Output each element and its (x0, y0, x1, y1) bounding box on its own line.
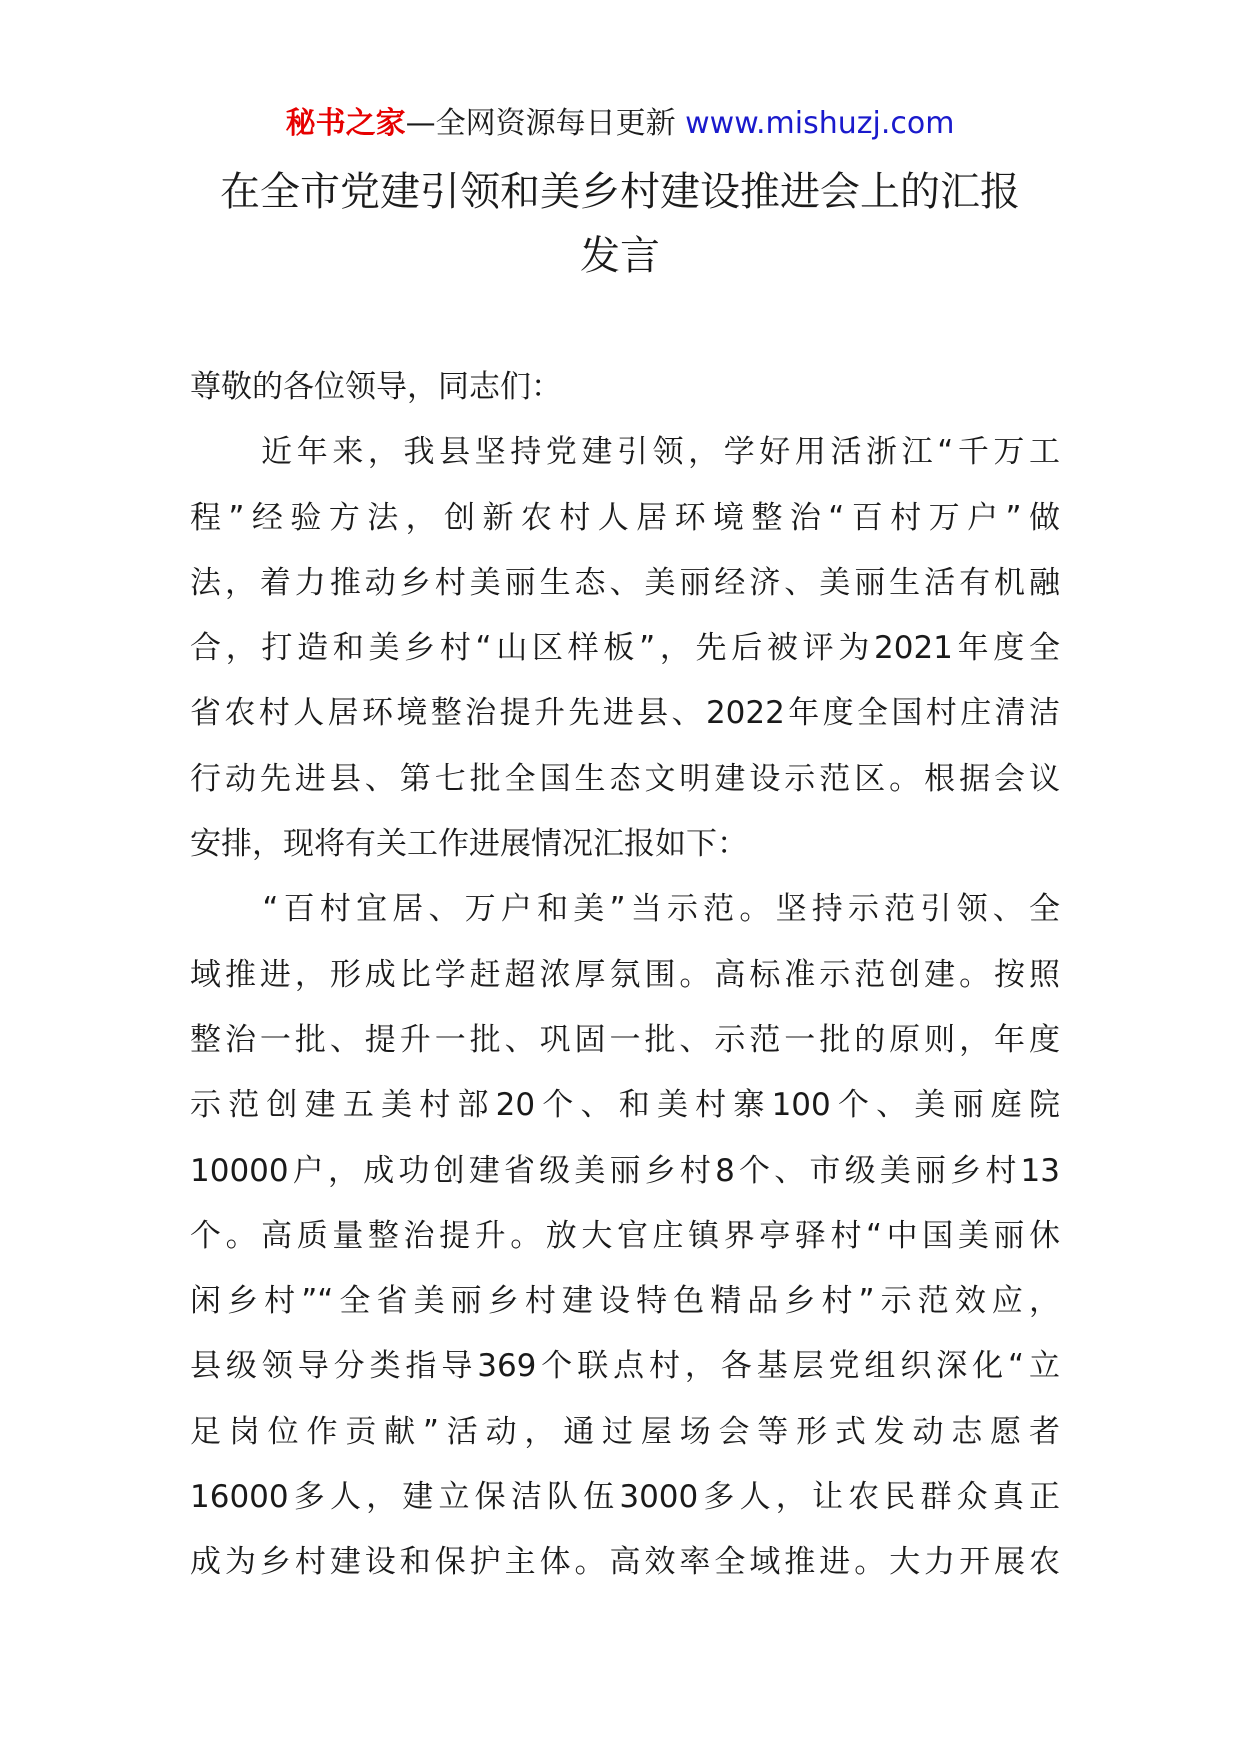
body-line: 安排，现将有关工作进展情况汇报如下： (190, 826, 748, 863)
document-body (190, 355, 1060, 1596)
body-line: 近年来，我县坚持党建引领，学好用活浙江“千万工 (190, 434, 1060, 471)
site-slogan: —全网资源每日更新 (405, 106, 686, 141)
body-line: 县级领导分类指导369个联点村，各基层党组织深化“立 (190, 1348, 1060, 1385)
body-line: 成为乡村建设和保护主体。高效率全域推进。大力开展农 (190, 1544, 1060, 1581)
title-line: 在全市党建引领和美乡村建设推进会上的汇报 (220, 169, 1020, 215)
body-line: 法，着力推动乡村美丽生态、美丽经济、美丽生活有机融 (190, 564, 1060, 601)
site-header (0, 100, 1240, 148)
body-line: 闲乡村”“全省美丽乡村建设特色精品乡村”示范效应， (190, 1283, 1060, 1320)
site-url-link[interactable]: www.mishuzj.com (685, 106, 955, 141)
body-line: 程”经验方法，创新农村人居环境整治“百村万户”做 (190, 499, 1060, 536)
body-line: 行动先进县、第七批全国生态文明建设示范区。根据会议 (190, 760, 1060, 797)
body-line: 合，打造和美乡村“山区样板”，先后被评为2021年度全 (190, 630, 1060, 667)
body-line: 省农村人居环境整治提升先进县、2022年度全国村庄清洁 (190, 695, 1060, 732)
document-title (150, 160, 1090, 288)
body-line: 整治一批、提升一批、巩固一批、示范一批的原则，年度 (190, 1021, 1060, 1058)
body-line: 足岗位作贡献”活动，通过屋场会等形式发动志愿者 (190, 1413, 1060, 1450)
body-line: “百村宜居、万户和美”当示范。坚持示范引领、全 (190, 891, 1060, 928)
body-line: 示范创建五美村部20个、和美村寨100个、美丽庭院 (190, 1087, 1060, 1124)
site-brand: 秘书之家 (285, 106, 406, 141)
body-line: 16000多人，建立保洁队伍3000多人，让农民群众真正 (190, 1479, 1060, 1516)
title-line: 发言 (580, 233, 660, 279)
body-line: 个。高质量整治提升。放大官庄镇界亭驿村“中国美丽休 (190, 1217, 1060, 1254)
body-line: 10000户，成功创建省级美丽乡村8个、市级美丽乡村13 (190, 1152, 1060, 1189)
body-line: 域推进，形成比学赶超浓厚氛围。高标准示范创建。按照 (190, 956, 1060, 993)
salutation: 尊敬的各位领导，同志们： (190, 369, 562, 405)
